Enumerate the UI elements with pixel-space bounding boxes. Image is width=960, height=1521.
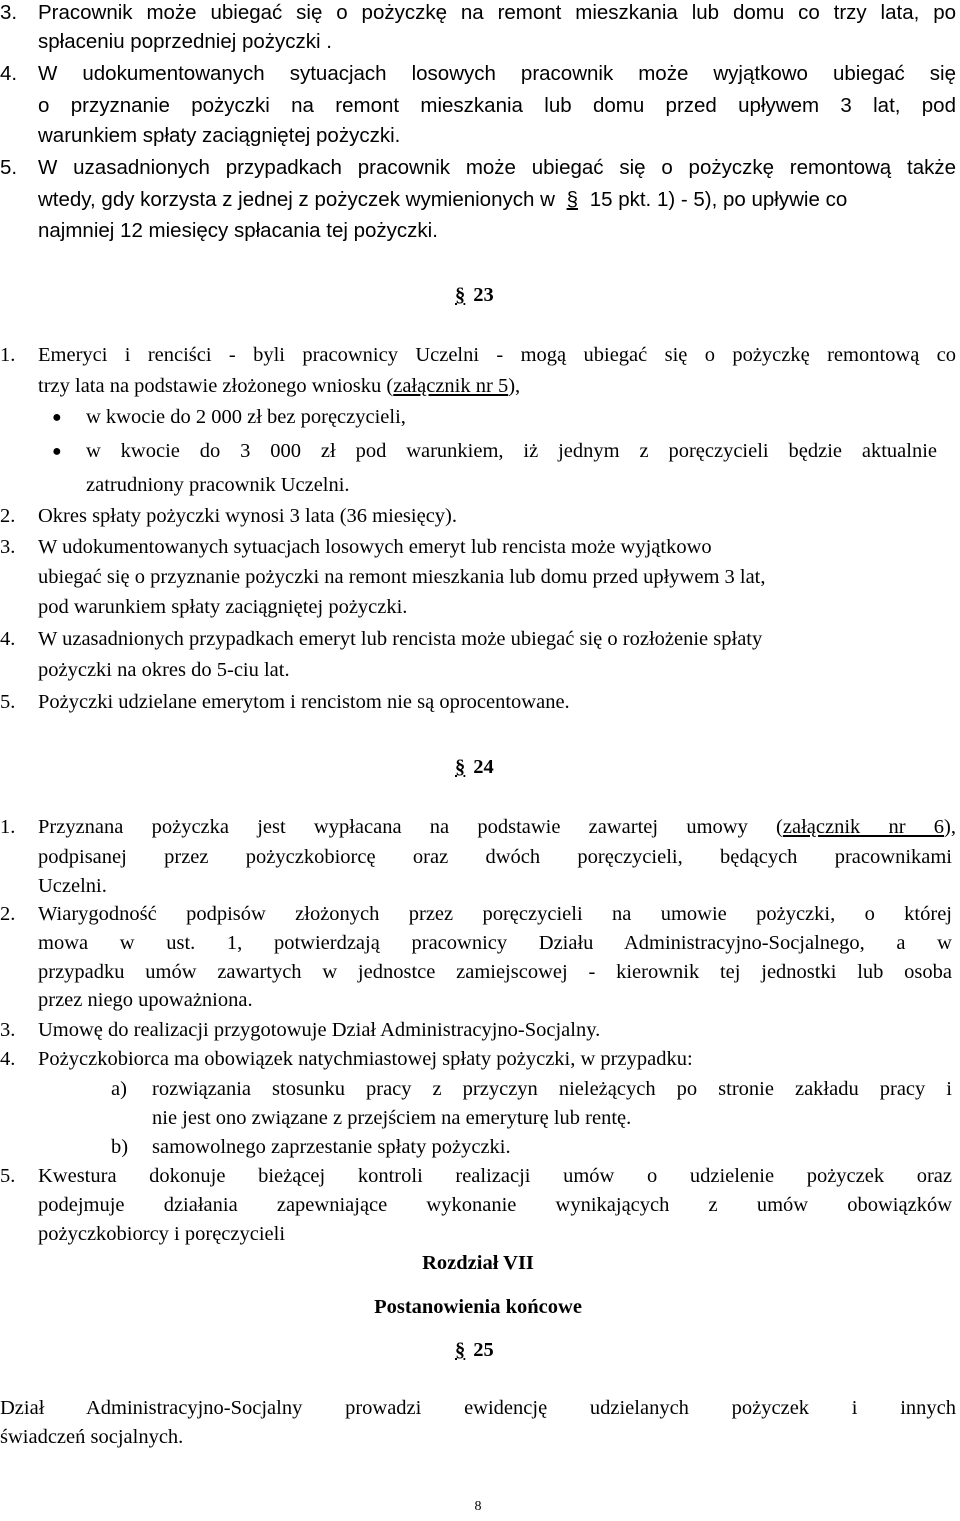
attachment-ref: załącznik nr 5 xyxy=(393,375,509,397)
item-text: najmniej 12 miesięcy spłacania tej pożyczki. xyxy=(38,219,438,242)
section-heading-24: § 24 xyxy=(455,756,494,778)
subitem-text: nie jest ono związane z przejściem na emeryturę lub rentę. xyxy=(152,1107,632,1129)
item-text: podejmuje działania zapewniające wykonanie wynikających z umów obowiązków xyxy=(38,1194,952,1216)
paragraph-text: Dział Administracyjno-Socjalny prowadzi ewidencję udzielanych pożyczek i innych xyxy=(0,1397,956,1419)
item-number: 3. xyxy=(0,1,18,24)
item-text: Pożyczki udzielane emerytom i rencistom nie są oprocentowane. xyxy=(38,691,570,713)
item-number: 4. xyxy=(0,628,16,650)
attachment-ref: załącznik nr 6 xyxy=(782,816,945,838)
item-text: Umowę do realizacji przygotowuje Dział Administracyjno-Socjalny. xyxy=(38,1019,601,1041)
paragraph-text: świadczeń socjalnych. xyxy=(0,1426,184,1448)
page-number: 8 xyxy=(474,1499,482,1514)
item-number: 5. xyxy=(0,691,16,713)
item-number: 4. xyxy=(0,62,18,85)
item-number: 1. xyxy=(0,344,16,366)
item-text: Pracownik może ubiegać się o pożyczkę na remont mieszkania lub domu co trzy lata, po xyxy=(38,1,956,24)
bullet-text: w kwocie do 2 000 zł bez poręczycieli, xyxy=(86,406,406,428)
item-text: trzy lata na podstawie złożonego wniosku (załącznik nr 5), xyxy=(38,375,521,397)
item-text: W uzasadnionych przypadkach pracownik może ubiegać się o pożyczkę remontową także xyxy=(38,156,956,179)
chapter-subtitle: Postanowienia końcowe xyxy=(374,1296,582,1318)
item-number: 4. xyxy=(0,1048,16,1070)
bullet-icon: ● xyxy=(52,443,62,460)
item-text: W udokumentowanych sytuacjach losowych emeryt lub rencista może wyjątkowo xyxy=(38,536,712,558)
item-number: 3. xyxy=(0,1019,16,1041)
chapter-title: Rozdział VII xyxy=(422,1252,534,1274)
item-text: pożyczkobiorcy i poręczycieli xyxy=(38,1223,286,1245)
bullet-text: zatrudniony pracownik Uczelni. xyxy=(86,474,350,496)
item-text: warunkiem spłaty zaciągniętej pożyczki. xyxy=(38,124,401,147)
section-heading-23: § 23 xyxy=(455,284,494,306)
subitem-text: samowolnego zaprzestanie spłaty pożyczki. xyxy=(152,1136,511,1158)
item-text: Pożyczkobiorca ma obowiązek natychmiastowej spłaty pożyczki, w przypadku: xyxy=(38,1048,693,1070)
item-text: pożyczki na okres do 5-ciu lat. xyxy=(38,659,290,681)
item-number: 2. xyxy=(0,505,16,527)
item-text: przypadku umów zawartych w jednostce zamiejscowej - kierownik tej jednostki lub osoba xyxy=(38,961,952,983)
item-number: 3. xyxy=(0,536,16,558)
item-number: 2. xyxy=(0,903,16,925)
item-number: 1. xyxy=(0,816,16,838)
item-text: pod warunkiem spłaty zaciągniętej pożyczki. xyxy=(38,596,408,618)
bullet-icon: ● xyxy=(52,409,62,426)
item-text: Emeryci i renciści - byli pracownicy Uczelni - mogą ubiegać się o pożyczkę remontową co xyxy=(38,344,956,366)
item-text: ubiegać się o przyznanie pożyczki na remont mieszkania lub domu przed upływem 3 lat, xyxy=(38,566,766,588)
item-number: 5. xyxy=(0,1165,16,1187)
item-text: Przyznana pożyczka jest wypłacana na podstawie zawartej umowy (załącznik nr 6), xyxy=(38,816,956,838)
item-text: Wiarygodność podpisów złożonych przez poręczycieli na umowie pożyczki, o której xyxy=(38,903,952,925)
bullet-text: w kwocie do 3 000 zł pod warunkiem, iż jednym z poręczycieli będzie aktualnie xyxy=(86,440,937,462)
item-text: Okres spłaty pożyczki wynosi 3 lata (36 miesięcy). xyxy=(38,505,457,527)
item-text: wtedy, gdy korzysta z jednej z pożyczek wymienionych w § 15 pkt. 1) - 5), po upływie co xyxy=(38,188,848,211)
item-text: przez niego upoważniona. xyxy=(38,989,253,1011)
item-text: mowa w ust. 1, potwierdzają pracownicy Działu Administracyjno-Socjalnego, a w xyxy=(38,932,952,954)
item-text: W uzasadnionych przypadkach emeryt lub rencista może ubiegać się o rozłożenie spłaty xyxy=(38,628,763,650)
item-text: Uczelni. xyxy=(38,875,107,897)
item-number: 5. xyxy=(0,156,18,179)
subitem-label: a) xyxy=(111,1078,127,1100)
item-text: o przyznanie pożyczki na remont mieszkania lub domu przed upływem 3 lat, pod xyxy=(38,94,956,117)
section-heading-25: § 25 xyxy=(455,1339,494,1361)
subitem-label: b) xyxy=(111,1136,129,1158)
item-text: podpisanej przez pożyczkobiorcę oraz dwóch poręczycieli, będących pracownikami xyxy=(38,846,952,868)
subitem-text: rozwiązania stosunku pracy z przyczyn nieleżących po stronie zakładu pracy i xyxy=(152,1078,952,1100)
section-symbol: § xyxy=(566,188,578,211)
item-text: W udokumentowanych sytuacjach losowych pracownik może wyjątkowo ubiegać się xyxy=(38,62,956,85)
item-text: Kwestura dokonuje bieżącej kontroli realizacji umów o udzielenie pożyczek oraz xyxy=(38,1165,952,1187)
item-text: spłaceniu poprzedniej pożyczki . xyxy=(38,30,332,53)
